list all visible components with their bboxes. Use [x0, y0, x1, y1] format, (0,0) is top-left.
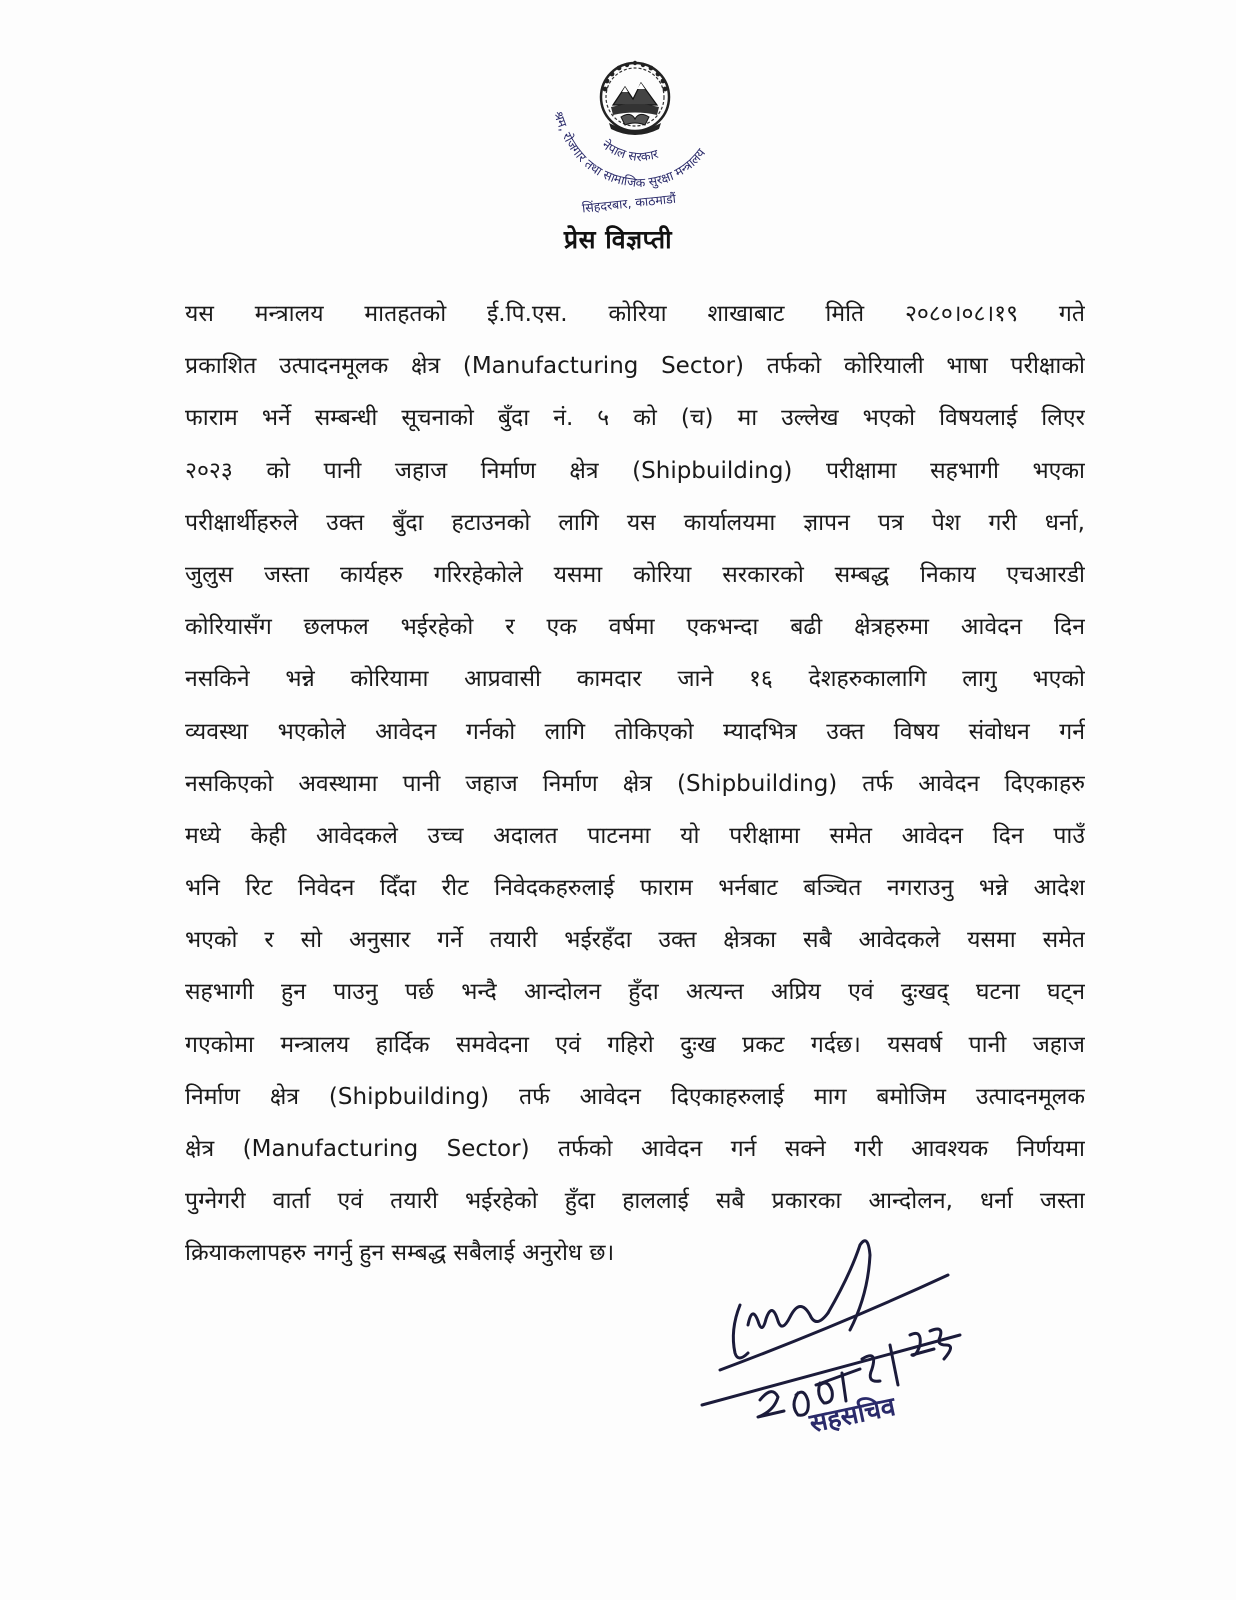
stamp-location-text: सिंहदरबार, काठमाडौं [581, 190, 677, 215]
body-line: निर्माण क्षेत्र (Shipbuilding) तर्फ आवेदन दिएकाहरुलाई माग बमोजिम उत्पादनमूलक [185, 1083, 1085, 1110]
body-line: २०२३ को पानी जहाज निर्माण क्षेत्र (Shipbuilding) परीक्षामा सहभागी भएका [185, 457, 1085, 484]
stamp-government-text: नेपाल सरकार [599, 136, 660, 165]
signatory-designation: सहसचिव [807, 1391, 899, 1440]
body-line: पुग्नेगरी वार्ता एवं तयारी भईरहेको हुँदा हाललाई सबै प्रकारका आन्दोलन, धर्ना जस्ता [185, 1188, 1085, 1215]
nepal-government-emblem-icon [530, 55, 740, 215]
body-line: कोरियासँग छलफल भईरहेको र एक वर्षमा एकभन्दा बढी क्षेत्रहरुमा आवेदन दिन [185, 614, 1085, 641]
body-line: फाराम भर्ने सम्बन्धी सूचनाको बुँदा नं. ५ को (च) मा उल्लेख भएको विषयलाई लिएर [185, 405, 1085, 432]
body-line: नसकिएको अवस्थामा पानी जहाज निर्माण क्षेत्र (Shipbuilding) तर्फ आवेदन दिएकाहरु [185, 770, 1085, 797]
press-release-body [185, 288, 1085, 1280]
body-line: सहभागी हुन पाउनु पर्छ भन्दै आन्दोलन हुँदा अत्यन्त अप्रिय एवं दुःखद् घटना घट्न [185, 979, 1085, 1006]
body-line: प्रकाशित उत्पादनमूलक क्षेत्र (Manufacturing Sector) तर्फको कोरियाली भाषा परीक्षाको [185, 353, 1085, 380]
body-line: क्रियाकलापहरु नगर्नु हुन सम्बद्ध सबैलाई अनुरोध छ। [185, 1240, 615, 1267]
body-line: परीक्षार्थीहरुले उक्त बुँदा हटाउनको लागि यस कार्यालयमा ज्ञापन पत्र पेश गरी धर्ना, [185, 509, 1085, 536]
body-line: यस मन्त्रालय मातहतको ई.पि.एस. कोरिया शाखाबाट मिति २०८०।०८।१९ गते [185, 301, 1085, 327]
body-line: भनि रिट निवेदन दिँदा रीट निवेदकहरुलाई फाराम भर्नबाट बञ्चित नगराउनु भन्ने आदेश [185, 875, 1085, 902]
body-line: नसकिने भन्ने कोरियामा आप्रवासी कामदार जाने १६ देशहरुकालागि लागु भएको [185, 666, 1085, 693]
body-line: क्षेत्र (Manufacturing Sector) तर्फको आवेदन गर्न सक्ने गरी आवश्यक निर्णयमा [185, 1136, 1085, 1162]
body-line: जुलुस जस्ता कार्यहरु गरिरहेकोले यसमा कोरिया सरकारको सम्बद्ध निकाय एचआरडी [185, 561, 1085, 588]
ministry-letterhead [530, 55, 740, 215]
body-line: व्यवस्था भएकोले आवेदन गर्नको लागि तोकिएको म्यादभित्र उक्त विषय संवोधन गर्न [185, 718, 1085, 745]
body-line: मध्ये केही आवेदकले उच्च अदालत पाटनमा यो परीक्षामा समेत आवेदन दिन पाउँ [185, 822, 1085, 849]
body-line: गएकोमा मन्त्रालय हार्दिक समवेदना एवं गहिरो दुःख प्रकट गर्दछ। यसवर्ष पानी जहाज [185, 1031, 1085, 1058]
stamp-ministry-text: श्रम, रोजगार तथा सामाजिक सुरक्षा मन्त्रालय [551, 109, 709, 191]
document-title: प्रेस विज्ञप्ती [563, 225, 673, 254]
body-line: भएको र सो अनुसार गर्ने तयारी भईरहँदा उक्त क्षेत्रका सबै आवेदकले यसमा समेत [185, 927, 1085, 954]
